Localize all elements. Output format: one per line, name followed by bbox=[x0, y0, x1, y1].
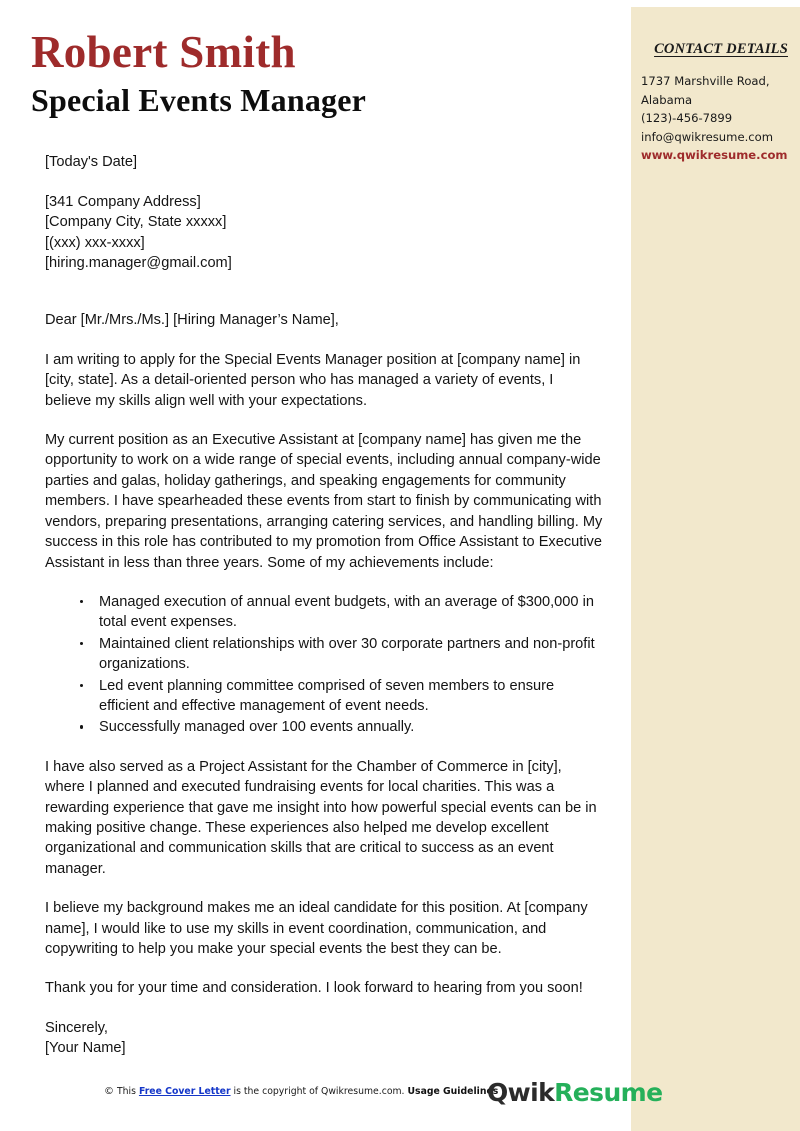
letter-salutation: Dear [Mr./Mrs./Ms.] [Hiring Manager’s Name], bbox=[45, 312, 339, 329]
achievements-list bbox=[45, 592, 603, 738]
contact-email[interactable]: info@qwikresume.com bbox=[641, 129, 774, 144]
applicant-name: Robert Smith bbox=[31, 27, 296, 77]
letter-signoff bbox=[45, 1018, 603, 1059]
list-item: Maintained client relationships with over 30 corporate partners and non-profit organizations. bbox=[78, 634, 603, 675]
letter-paragraph-4: I believe my background makes me an ideal candidate for this position. At [company name], I would like to use my skills in event coordination, communication, and copywriting to help you make your special events the best they can be. bbox=[45, 900, 588, 958]
list-item: Successfully managed over 100 events annually. bbox=[78, 717, 603, 737]
letter-date: [Today's Date] bbox=[45, 154, 138, 171]
logo-text-resume: Resume bbox=[554, 1078, 663, 1107]
copyright-middle: is the copyright of Qwikresume.com. bbox=[233, 1086, 405, 1097]
contact-details-heading: CONTACT DETAILS bbox=[654, 41, 788, 57]
qwikresume-logo[interactable] bbox=[487, 1080, 662, 1105]
logo-text-qwik: Qwik bbox=[487, 1078, 555, 1107]
recipient-email: [hiring.manager@gmail.com] bbox=[45, 255, 232, 272]
recipient-street: [341 Company Address] bbox=[45, 193, 201, 210]
recipient-phone: [(xxx) xxx-xxxx] bbox=[45, 234, 145, 251]
contact-website[interactable]: www.qwikresume.com bbox=[641, 148, 788, 162]
letter-paragraph-5: Thank you for your time and consideration. I look forward to hearing from you soon! bbox=[45, 980, 583, 997]
recipient-address-block bbox=[45, 192, 603, 274]
usage-guidelines-link[interactable]: Usage Guidelines bbox=[407, 1086, 499, 1097]
contact-address-line-1: 1737 Marshville Road, bbox=[641, 74, 770, 88]
list-item: Led event planning committee comprised of seven members to ensure efficient and effective management of event needs. bbox=[78, 676, 603, 717]
letter-paragraph-3: I have also served as a Project Assistant for the Chamber of Commerce in [city], where I planned and executed fundraising events for local charities. This was a rewarding experience that gave me insight into how powerful special events can be in making positive change. These experiences also helped me develop excellent organizational and communication skills that are critical to success as an event manager. bbox=[45, 758, 597, 877]
free-cover-letter-link[interactable]: Free Cover Letter bbox=[138, 1086, 231, 1097]
contact-address-line-2: Alabama bbox=[641, 92, 693, 107]
contact-details-list bbox=[641, 72, 790, 165]
contact-details-sidebar bbox=[631, 7, 800, 1131]
contact-phone: (123)-456-7899 bbox=[641, 111, 733, 125]
applicant-job-title: Special Events Manager bbox=[31, 81, 367, 118]
letter-paragraph-1: I am writing to apply for the Special Events Manager position at [company name] in [city, state]. As a detail-oriented person who has managed a variety of events, I believe my skills align well with your expectations. bbox=[45, 351, 581, 409]
copyright-icon: © bbox=[104, 1086, 114, 1097]
list-item: Managed execution of annual event budgets, with an average of $300,000 in total event expenses. bbox=[78, 592, 603, 633]
copyright-notice bbox=[104, 1085, 498, 1098]
copyright-prefix: This bbox=[116, 1086, 136, 1097]
recipient-city-state-zip: [Company City, State xxxxx] bbox=[45, 214, 227, 231]
letter-paragraph-2: My current position as an Executive Assistant at [company name] has given me the opportunity to work on a wide range of special events, including annual company-wide parties and galas, holiday gatherings, and speaking engagements for community members. I have spearheaded these events from start to finish by communicating with vendors, preparing presentations, arranging catering services, and handling billing. My success in this role has contributed to my promotion from Office Assistant to Executive Assistant in less than three years. Some of my achievements include: bbox=[45, 432, 603, 571]
letter-text-column bbox=[31, 152, 603, 1058]
letter-closing: Sincerely, bbox=[45, 1019, 108, 1036]
letter-signature: [Your Name] bbox=[45, 1040, 126, 1057]
